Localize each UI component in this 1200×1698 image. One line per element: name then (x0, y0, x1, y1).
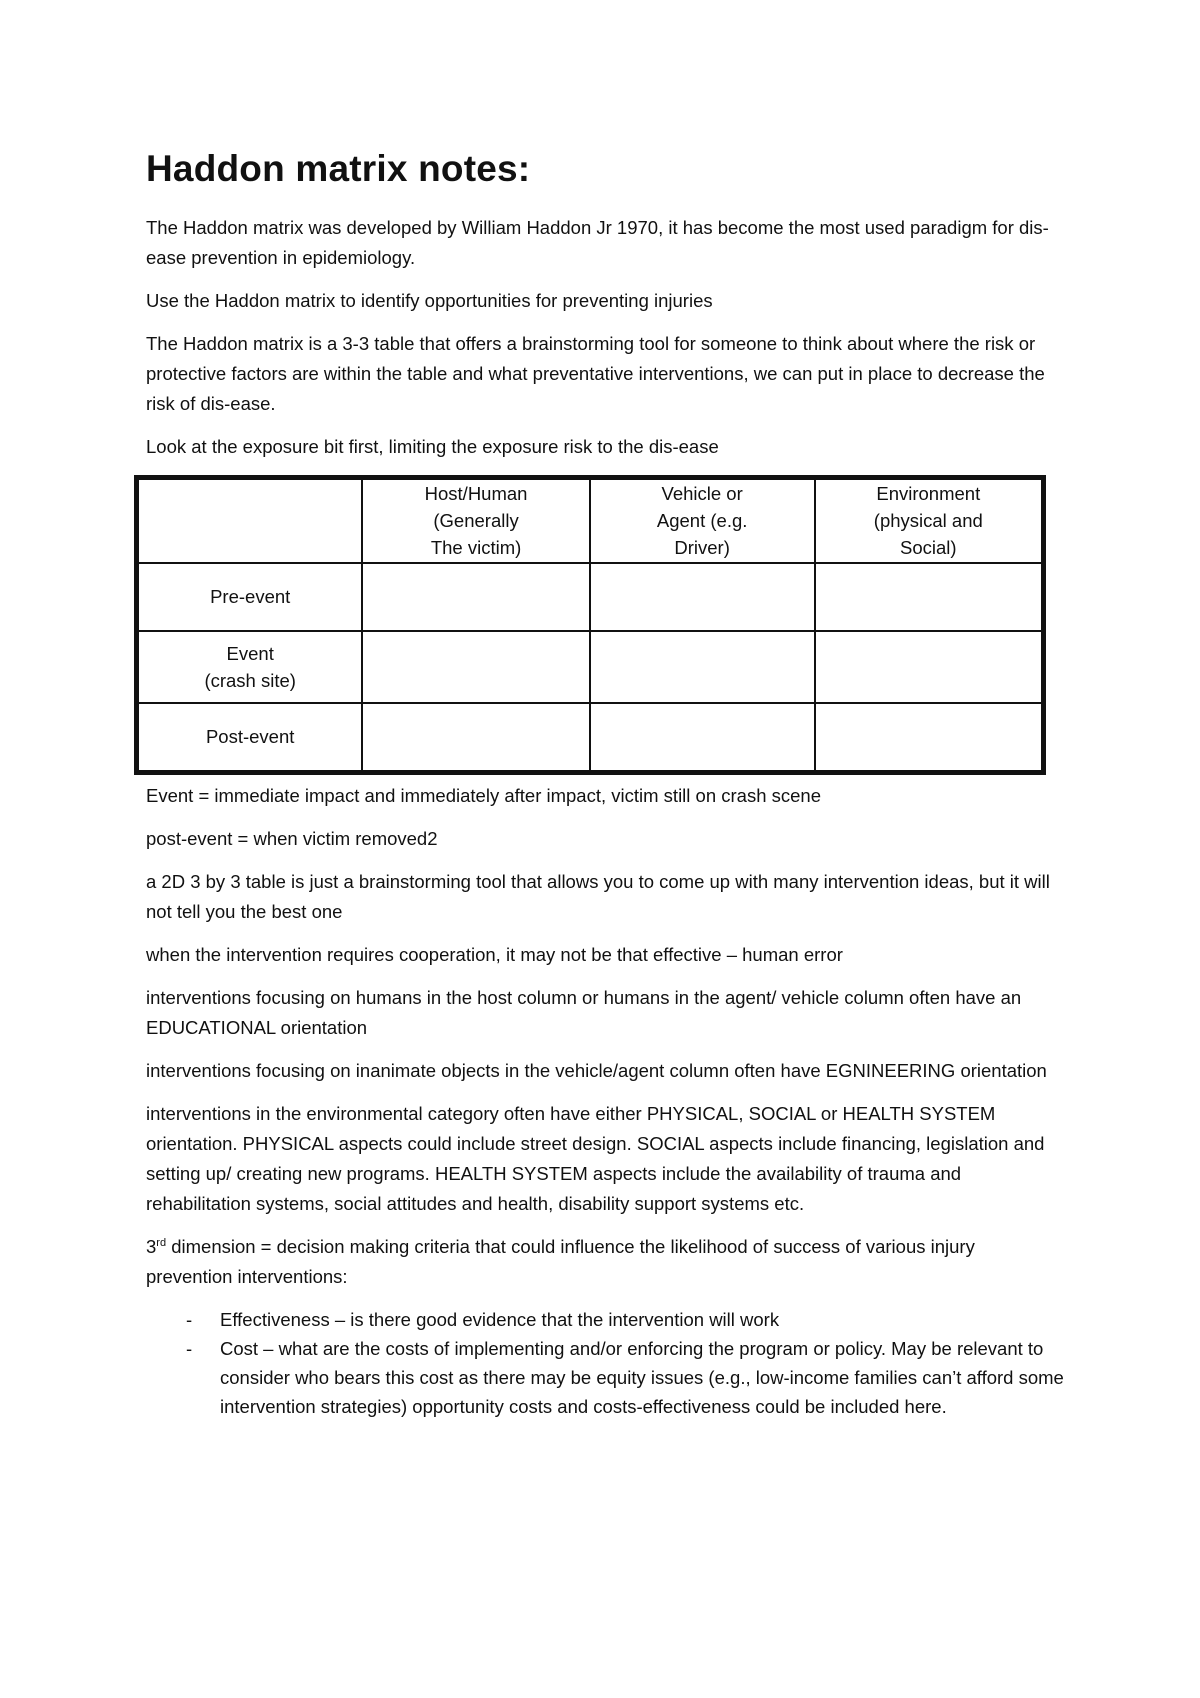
header-line: Driver) (674, 537, 730, 559)
header-line: (Generally (433, 510, 519, 532)
matrix-row-post-event (137, 703, 1044, 773)
matrix-cell (815, 703, 1044, 773)
note-paragraph: post-event = when victim removed2 (146, 827, 438, 849)
row-label (137, 703, 363, 773)
note-paragraph: interventions focusing on humans in the host column or humans in the agent/ vehicle column often have an EDUCATIONAL orientation (146, 986, 1022, 1038)
note-paragraph: Event = immediate impact and immediately after impact, victim still on crash scene (146, 784, 821, 806)
header-line: Social) (900, 537, 957, 559)
intro-paragraph: Use the Haddon matrix to identify opportunities for preventing injuries (146, 289, 713, 311)
list-item (146, 1334, 1066, 1421)
header-line: The victim) (430, 537, 522, 559)
matrix-cell (815, 631, 1044, 703)
row-label (137, 631, 363, 703)
list-item-text: Effectiveness – is there good evidence that the intervention will work (220, 1308, 780, 1330)
header-line: (physical and (873, 510, 983, 532)
note-paragraph: interventions in the environmental category often have either PHYSICAL, SOCIAL or HEALTH SYSTEM orientation. PHYSICAL aspects could include street design. SOCIAL aspects include financing, legislation and setting up/ creating new programs. HEALTH SYSTEM aspects include the availability of trauma and rehabilitation systems, social attitudes and health, disability support systems etc. (146, 1102, 1045, 1214)
intro-paragraph: The Haddon matrix is a 3-3 table that offers a brainstorming tool for someone to think about where the risk or protective factors are within the table and what preventative interventions, we can put in place to decrease the risk of dis-ease. (146, 332, 1045, 414)
matrix-row-event (137, 631, 1044, 703)
document-page (146, 148, 1066, 1421)
matrix-cell (362, 703, 589, 773)
matrix-header-vehicle (590, 477, 815, 563)
criteria-list (146, 1305, 1066, 1421)
bullet-dash: - (186, 1337, 193, 1359)
row-label-line: Post-event (205, 726, 295, 748)
haddon-matrix-table (134, 475, 1046, 775)
row-label-line: Pre-event (210, 586, 291, 608)
matrix-corner-cell (137, 477, 363, 563)
matrix-cell (590, 563, 815, 631)
dimension-text: dimension = decision making criteria that could influence the likelihood of success of various injury prevention interventions: (146, 1235, 975, 1287)
row-label (137, 563, 363, 631)
matrix-cell (362, 631, 589, 703)
header-line: Vehicle or (661, 483, 743, 505)
intro-paragraph: The Haddon matrix was developed by William Haddon Jr 1970, it has become the most used paradigm for dis-ease prevention in epidemiology. (146, 216, 1049, 268)
matrix-header-host (362, 477, 589, 563)
matrix-cell (590, 631, 815, 703)
matrix-cell (590, 703, 815, 773)
matrix-row-pre-event (137, 563, 1044, 631)
note-paragraph: interventions focusing on inanimate objects in the vehicle/agent column often have EGNINEERING orientation (146, 1059, 1047, 1081)
header-line: Environment (876, 483, 981, 505)
dimension-superscript: rd (156, 1236, 167, 1249)
row-label-line: (crash site) (204, 669, 296, 691)
intro-paragraph: Look at the exposure bit first, limiting the exposure risk to the dis-ease (146, 435, 719, 457)
note-paragraph: a 2D 3 by 3 table is just a brainstorming tool that allows you to come up with many intervention ideas, but it will not tell you the best one (146, 870, 1050, 922)
list-item-text: Cost – what are the costs of implementing and/or enforcing the program or policy. May be relevant to consider who bears this cost as there may be equity issues (e.g., low-income families can’t afford some intervention strategies) opportunity costs and costs-effectiveness could be included here. (220, 1337, 1064, 1417)
note-paragraph: when the intervention requires cooperation, it may not be that effective – human error (146, 943, 843, 965)
header-line: Host/Human (424, 483, 528, 505)
matrix-header-environment (815, 477, 1044, 563)
matrix-cell (815, 563, 1044, 631)
list-item (146, 1305, 1066, 1334)
row-label-line: Event (226, 642, 274, 664)
document-title: Haddon matrix notes: (146, 148, 531, 189)
matrix-header-row (137, 477, 1044, 563)
bullet-dash: - (186, 1308, 193, 1330)
header-line: Agent (e.g. (656, 510, 748, 532)
matrix-cell (362, 563, 589, 631)
dimension-number: 3 (146, 1235, 157, 1257)
dimension-paragraph (146, 1232, 1066, 1292)
